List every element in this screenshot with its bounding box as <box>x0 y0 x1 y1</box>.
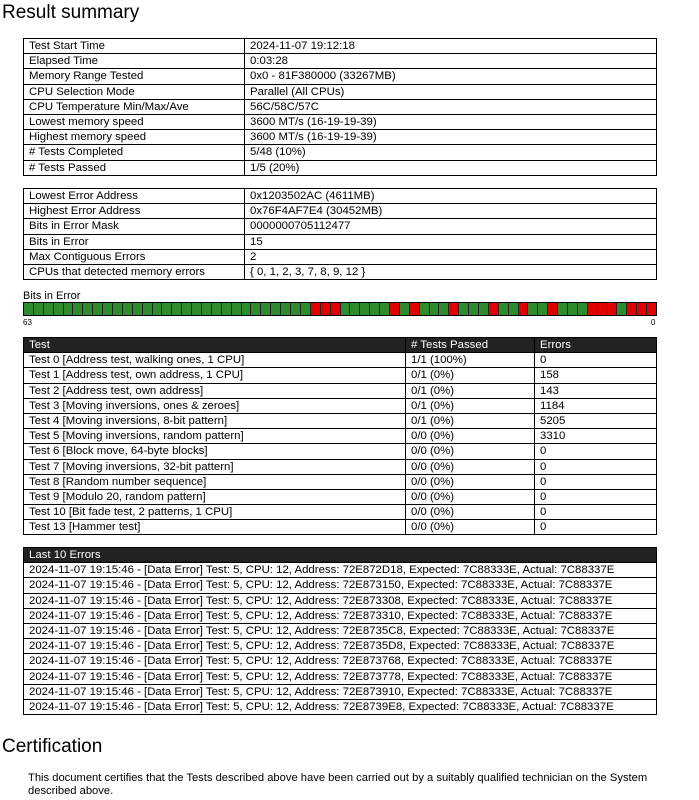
bit-ok-cell <box>24 303 34 315</box>
tests-passed: 0/0 (0%) <box>406 505 535 520</box>
row-value: 0000000705112477 <box>245 219 657 234</box>
bit-ok-cell <box>499 303 509 315</box>
error-log-entry: 2024-11-07 19:15:46 - [Data Error] Test: 5, CPU: 12, Address: 72E8735D8, Expected: 7C88333E, Actual: 7C88337E <box>24 639 657 654</box>
bit-ok-cell <box>439 303 449 315</box>
bit-ok-cell <box>350 303 360 315</box>
error-log-row <box>24 699 657 714</box>
summary-row <box>24 84 657 99</box>
row-label: CPUs that detected memory errors <box>24 264 245 279</box>
bit-ok-cell <box>133 303 143 315</box>
tests-passed: 0/1 (0%) <box>406 398 535 413</box>
bit-ok-cell <box>143 303 153 315</box>
row-value: 0x0 - 81F380000 (33267MB) <box>245 69 657 84</box>
summary-row <box>24 114 657 129</box>
error-summary-row <box>24 234 657 249</box>
error-log-row <box>24 639 657 654</box>
error-log-entry: 2024-11-07 19:15:46 - [Data Error] Test: 5, CPU: 12, Address: 72E873778, Expected: 7C88333E, Actual: 7C88337E <box>24 669 657 684</box>
error-log-row <box>24 654 657 669</box>
test-name: Test 8 [Random number sequence] <box>24 474 406 489</box>
bit-ok-cell <box>54 303 64 315</box>
table-row <box>24 368 657 383</box>
table-row <box>24 353 657 368</box>
error-log-row <box>24 623 657 638</box>
error-log-row <box>24 684 657 699</box>
bit-error-cell <box>321 303 331 315</box>
bit-ok-cell <box>291 303 301 315</box>
last-errors-header: Last 10 Errors <box>24 548 657 563</box>
bit-ok-cell <box>212 303 222 315</box>
row-label: Highest memory speed <box>24 130 245 145</box>
table-row <box>24 429 657 444</box>
bit-ok-cell <box>222 303 232 315</box>
error-count: 0 <box>535 459 657 474</box>
bit-error-cell <box>331 303 341 315</box>
table-row <box>24 489 657 504</box>
row-label: CPU Selection Mode <box>24 84 245 99</box>
table-row <box>24 398 657 413</box>
bit-error-cell <box>598 303 608 315</box>
table-row <box>24 505 657 520</box>
error-summary-row <box>24 189 657 204</box>
row-value: 2024-11-07 19:12:18 <box>245 39 657 54</box>
error-log-row <box>24 593 657 608</box>
bit-ok-cell <box>182 303 192 315</box>
bit-error-cell <box>627 303 637 315</box>
bit-ok-cell <box>578 303 588 315</box>
row-label: Max Contiguous Errors <box>24 249 245 264</box>
error-count: 0 <box>535 353 657 368</box>
summary-table <box>23 38 657 176</box>
row-value: 0:03:28 <box>245 54 657 69</box>
bit-ok-cell <box>93 303 103 315</box>
error-log-entry: 2024-11-07 19:15:46 - [Data Error] Test: 5, CPU: 12, Address: 72E8739E8, Expected: 7C88333E, Actual: 7C88337E <box>24 699 657 714</box>
certification-heading: Certification <box>2 736 103 757</box>
test-name: Test 4 [Moving inversions, 8-bit pattern] <box>24 413 406 428</box>
bit-ok-cell <box>459 303 469 315</box>
table-row <box>24 383 657 398</box>
error-summary-row <box>24 219 657 234</box>
bit-ok-cell <box>261 303 271 315</box>
row-label: Highest Error Address <box>24 204 245 219</box>
tests-passed: 0/1 (0%) <box>406 413 535 428</box>
table-row <box>24 474 657 489</box>
error-summary-table <box>23 188 657 280</box>
bit-ok-cell <box>172 303 182 315</box>
row-label: Lowest memory speed <box>24 114 245 129</box>
row-value: 0x76F4AF7E4 (30452MB) <box>245 204 657 219</box>
row-value: 0x1203502AC (4611MB) <box>245 189 657 204</box>
bit-ok-cell <box>162 303 172 315</box>
bits-in-error-label: Bits in Error <box>23 290 81 302</box>
bit-ok-cell <box>558 303 568 315</box>
bit-ok-cell <box>281 303 291 315</box>
error-log-entry: 2024-11-07 19:15:46 - [Data Error] Test: 5, CPU: 12, Address: 72E873910, Expected: 7C88333E, Actual: 7C88337E <box>24 684 657 699</box>
bit-ok-cell <box>73 303 83 315</box>
test-name: Test 10 [Bit fade test, 2 patterns, 1 CPU] <box>24 505 406 520</box>
tests-passed: 0/1 (0%) <box>406 383 535 398</box>
bit-ok-cell <box>380 303 390 315</box>
summary-row <box>24 99 657 114</box>
error-count: 0 <box>535 505 657 520</box>
bit-ok-cell <box>83 303 93 315</box>
tests-passed: 0/0 (0%) <box>406 489 535 504</box>
bit-ok-cell <box>538 303 548 315</box>
bit-error-cell <box>519 303 529 315</box>
bits-in-error-bar <box>23 302 657 316</box>
row-label: Bits in Error <box>24 234 245 249</box>
bit-ok-cell <box>479 303 489 315</box>
error-log-entry: 2024-11-07 19:15:46 - [Data Error] Test: 5, CPU: 12, Address: 72E873308, Expected: 7C88333E, Actual: 7C88337E <box>24 593 657 608</box>
bit-ok-cell <box>232 303 242 315</box>
row-value: 56C/58C/57C <box>245 99 657 114</box>
error-count: 0 <box>535 444 657 459</box>
test-name: Test 3 [Moving inversions, ones & zeroes] <box>24 398 406 413</box>
tests-passed: 0/1 (0%) <box>406 368 535 383</box>
row-value: 3600 MT/s (16-19-19-39) <box>245 130 657 145</box>
header-test: Test <box>24 338 406 353</box>
bit-error-cell <box>311 303 321 315</box>
error-count: 158 <box>535 368 657 383</box>
last-errors-table <box>23 547 657 715</box>
certification-text: This document certifies that the Tests described above have been carried out by a suitably qualified technician on the System described above. <box>28 772 648 797</box>
bit-error-cell <box>449 303 459 315</box>
test-name: Test 6 [Block move, 64-byte blocks] <box>24 444 406 459</box>
summary-row <box>24 130 657 145</box>
bit-ok-cell <box>420 303 430 315</box>
error-count: 143 <box>535 383 657 398</box>
bit-error-cell <box>588 303 598 315</box>
error-count: 1184 <box>535 398 657 413</box>
bit-ok-cell <box>360 303 370 315</box>
bit-ok-cell <box>341 303 351 315</box>
bit-ok-cell <box>469 303 479 315</box>
bit-high-label: 63 <box>23 318 32 327</box>
row-value: 2 <box>245 249 657 264</box>
bit-ok-cell <box>64 303 74 315</box>
table-row <box>24 520 657 535</box>
error-log-row <box>24 578 657 593</box>
bit-ok-cell <box>509 303 519 315</box>
summary-row <box>24 145 657 160</box>
test-name: Test 13 [Hammer test] <box>24 520 406 535</box>
bit-ok-cell <box>103 303 113 315</box>
error-summary-row <box>24 249 657 264</box>
bit-ok-cell <box>44 303 54 315</box>
bit-ok-cell <box>617 303 627 315</box>
test-name: Test 7 [Moving inversions, 32-bit pattern] <box>24 459 406 474</box>
tests-passed: 0/0 (0%) <box>406 444 535 459</box>
row-label: Lowest Error Address <box>24 189 245 204</box>
tests-passed: 0/0 (0%) <box>406 474 535 489</box>
row-value: 15 <box>245 234 657 249</box>
bit-ok-cell <box>301 303 311 315</box>
bit-ok-cell <box>251 303 261 315</box>
bit-error-cell <box>647 303 656 315</box>
error-count: 0 <box>535 520 657 535</box>
row-label: # Tests Passed <box>24 160 245 175</box>
summary-row <box>24 54 657 69</box>
error-summary-row <box>24 204 657 219</box>
test-name: Test 5 [Moving inversions, random pattern] <box>24 429 406 444</box>
error-log-entry: 2024-11-07 19:15:46 - [Data Error] Test: 5, CPU: 12, Address: 72E872D18, Expected: 7C88333E, Actual: 7C88337E <box>24 563 657 578</box>
error-count: 3310 <box>535 429 657 444</box>
error-log-entry: 2024-11-07 19:15:46 - [Data Error] Test: 5, CPU: 12, Address: 72E873768, Expected: 7C88333E, Actual: 7C88337E <box>24 654 657 669</box>
tests-passed: 1/1 (100%) <box>406 353 535 368</box>
row-value: Parallel (All CPUs) <box>245 84 657 99</box>
test-name: Test 0 [Address test, walking ones, 1 CPU] <box>24 353 406 368</box>
tests-header-row <box>24 338 657 353</box>
test-name: Test 2 [Address test, own address] <box>24 383 406 398</box>
bit-ok-cell <box>242 303 252 315</box>
error-log-entry: 2024-11-07 19:15:46 - [Data Error] Test: 5, CPU: 12, Address: 72E8735C8, Expected: 7C88333E, Actual: 7C88337E <box>24 623 657 638</box>
table-row <box>24 444 657 459</box>
table-row <box>24 413 657 428</box>
bit-ok-cell <box>202 303 212 315</box>
error-log-entry: 2024-11-07 19:15:46 - [Data Error] Test: 5, CPU: 12, Address: 72E873310, Expected: 7C88333E, Actual: 7C88337E <box>24 608 657 623</box>
bit-ok-cell <box>568 303 578 315</box>
tests-passed: 0/0 (0%) <box>406 459 535 474</box>
row-value: 1/5 (20%) <box>245 160 657 175</box>
result-summary-heading: Result summary <box>2 2 140 23</box>
bit-error-cell <box>390 303 400 315</box>
bit-error-cell <box>608 303 618 315</box>
header-tests-passed: # Tests Passed <box>406 338 535 353</box>
summary-row <box>24 39 657 54</box>
bit-error-cell <box>489 303 499 315</box>
row-label: Bits in Error Mask <box>24 219 245 234</box>
bit-low-label: 0 <box>651 318 656 327</box>
tests-table <box>23 337 657 535</box>
error-log-row <box>24 669 657 684</box>
bit-ok-cell <box>192 303 202 315</box>
bit-ok-cell <box>113 303 123 315</box>
test-name: Test 1 [Address test, own address, 1 CPU] <box>24 368 406 383</box>
row-label: Test Start Time <box>24 39 245 54</box>
error-count: 5205 <box>535 413 657 428</box>
bit-ok-cell <box>528 303 538 315</box>
test-name: Test 9 [Modulo 20, random pattern] <box>24 489 406 504</box>
bit-ok-cell <box>271 303 281 315</box>
bit-ok-cell <box>153 303 163 315</box>
error-summary-row <box>24 264 657 279</box>
error-log-row <box>24 608 657 623</box>
row-label: Elapsed Time <box>24 54 245 69</box>
row-label: # Tests Completed <box>24 145 245 160</box>
bit-error-cell <box>637 303 647 315</box>
tests-passed: 0/0 (0%) <box>406 520 535 535</box>
tests-passed: 0/0 (0%) <box>406 429 535 444</box>
row-value: 3600 MT/s (16-19-19-39) <box>245 114 657 129</box>
last-errors-header-row <box>24 548 657 563</box>
row-value: 5/48 (10%) <box>245 145 657 160</box>
header-errors: Errors <box>535 338 657 353</box>
error-count: 0 <box>535 489 657 504</box>
bit-ok-cell <box>34 303 44 315</box>
row-value: { 0, 1, 2, 3, 7, 8, 9, 12 } <box>245 264 657 279</box>
row-label: Memory Range Tested <box>24 69 245 84</box>
table-row <box>24 459 657 474</box>
summary-row <box>24 69 657 84</box>
bit-ok-cell <box>400 303 410 315</box>
bit-error-cell <box>548 303 558 315</box>
error-count: 0 <box>535 474 657 489</box>
bit-ok-cell <box>370 303 380 315</box>
error-log-row <box>24 563 657 578</box>
bit-ok-cell <box>430 303 440 315</box>
error-log-entry: 2024-11-07 19:15:46 - [Data Error] Test: 5, CPU: 12, Address: 72E873150, Expected: 7C88333E, Actual: 7C88337E <box>24 578 657 593</box>
summary-row <box>24 160 657 175</box>
bit-ok-cell <box>123 303 133 315</box>
bit-error-cell <box>410 303 420 315</box>
row-label: CPU Temperature Min/Max/Ave <box>24 99 245 114</box>
